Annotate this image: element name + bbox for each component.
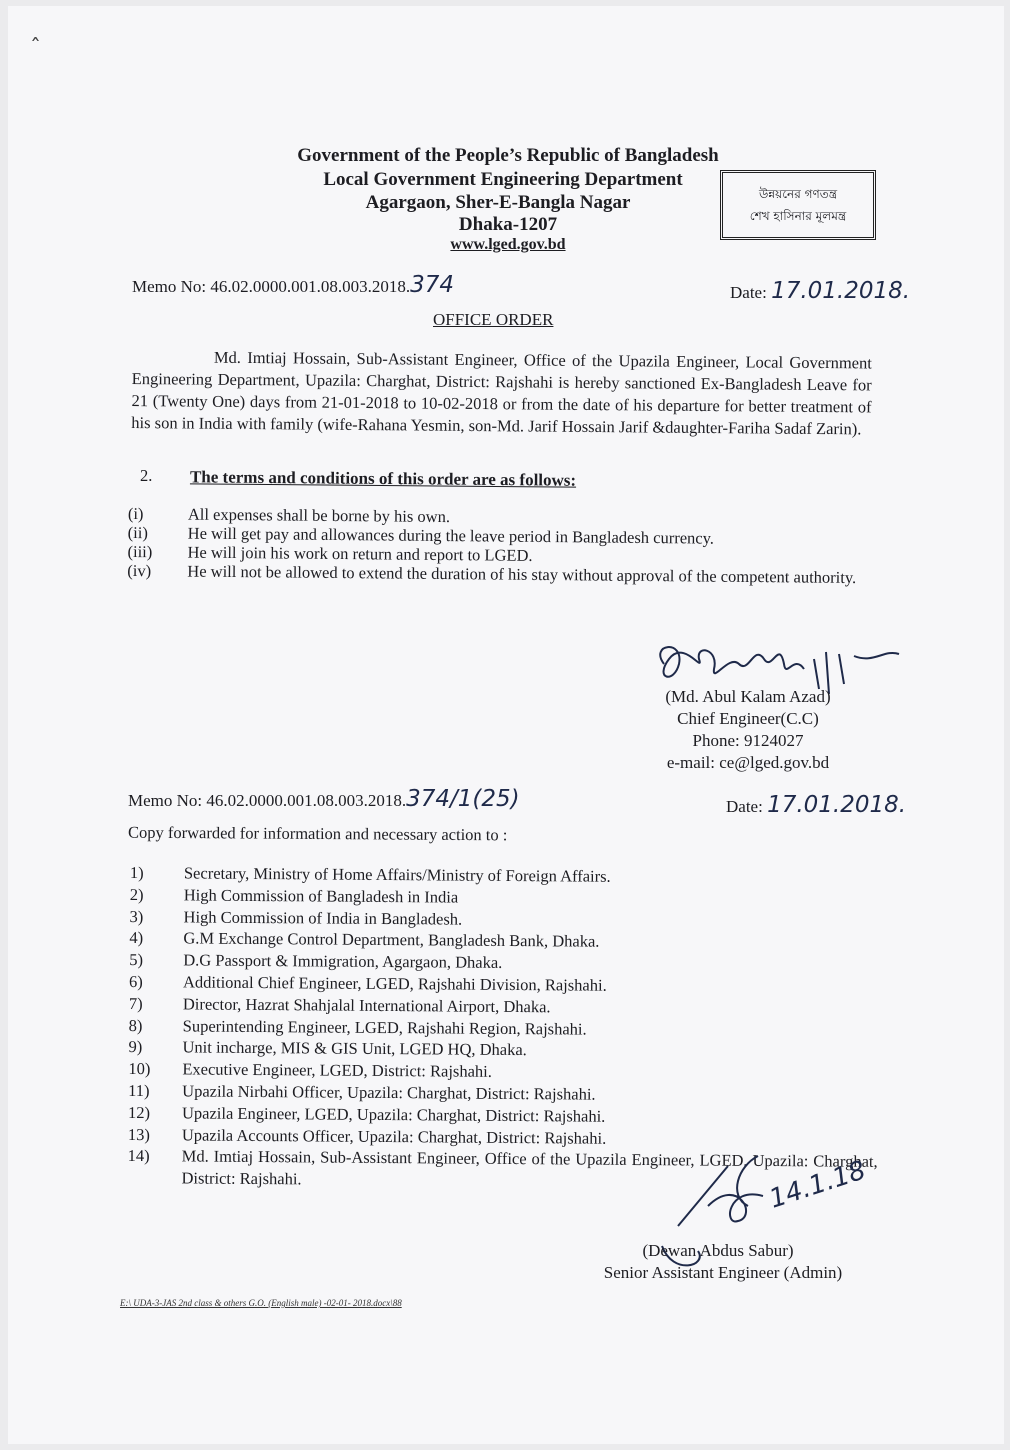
list-number: 12)	[127, 1102, 151, 1122]
list-number: 6)	[128, 971, 143, 992]
date-label: Date:	[730, 283, 767, 302]
list-text: Md. Imtiaj Hossain, Sub-Assistant Engineer, Office of the Upazila Engineer, LGED, Upazila: Charghat, District: Rajshahi.	[181, 1146, 878, 1189]
signatory-1-designation: Chief Engineer(C.C)	[677, 709, 819, 728]
list-text: D.G Passport & Immigration, Agargaon, Dhaka.	[183, 950, 503, 973]
date-handwritten: 17.01.2018.	[767, 792, 907, 818]
signatory-2-designation: Senior Assistant Engineer (Admin)	[603, 1263, 843, 1282]
list-number: 7)	[128, 993, 143, 1013]
memo-label: Memo No: 46.02.0000.001.08.003.2018.	[128, 791, 407, 810]
document-page	[8, 6, 1004, 1444]
corner-handwritten-mark: ˆ	[30, 36, 41, 61]
header-department: Local Government Engineering Department	[323, 169, 683, 190]
list-text: Director, Hazrat Shahjalal International Airport, Dhaka.	[182, 994, 551, 1017]
header-address: Agargaon, Sher-E-Bangla Nagar	[365, 192, 631, 213]
memo-handwritten-number: 374	[410, 272, 455, 298]
term-text: All expenses shall be borne by his own.	[187, 504, 451, 527]
list-number: 11)	[128, 1080, 150, 1101]
slogan-box	[720, 170, 876, 240]
term-text: He will join his work on return and report to LGED.	[187, 542, 533, 565]
list-text: Upazila Engineer, LGED, Upazila: Charghat, District: Rajshahi.	[181, 1103, 606, 1126]
term-number: (iii)	[127, 541, 153, 562]
order-body-paragraph: Md. Imtiaj Hossain, Sub-Assistant Engineer, Office of the Upazila Engineer, Local Government Engineering Department, Upazila: Charghat, District: Rajshahi is hereby sanctioned Ex-Bangladesh Leave for 21 (Twenty One) days from 21-01-2018 to 10-02-2018 or from the date of his departure for better treatment of his son in India with family (wife-Rahana Yesmin, son-Md. Jarif Hossain Jarif &daughter-Fariha Sadaf Zarin).	[131, 347, 872, 439]
slogan-line-1: উন্নয়নের গণতন্ত্র	[758, 187, 838, 201]
list-number: 9)	[128, 1037, 143, 1057]
list-text: Upazila Accounts Officer, Upazila: Charghat, District: Rajshahi.	[181, 1124, 607, 1148]
memo-handwritten-number: 374/1(25)	[406, 786, 520, 812]
memo-number-1	[132, 272, 454, 298]
date-label: Date:	[726, 797, 763, 816]
list-text: Executive Engineer, LGED, District: Rajshahi.	[182, 1059, 492, 1082]
footer-file-path: E:\ UDA-3-JAS 2nd class & others G.O. (English male) -02-01- 2018.docx\88	[120, 1298, 402, 1308]
list-text: G.M Exchange Control Department, Bangladesh Bank, Dhaka.	[183, 928, 600, 952]
terms-list	[127, 504, 874, 587]
signatory-2-name: (Dewan Abdus Sabur)	[642, 1241, 794, 1260]
term-number: (i)	[127, 504, 144, 524]
list-number: 13)	[127, 1124, 150, 1144]
memo-date-2	[726, 792, 906, 818]
list-number: 4)	[129, 928, 144, 948]
list-text: High Commission of India in Bangladesh.	[183, 907, 463, 929]
copy-forwarded-intro: Copy forwarded for information and necessary action to :	[127, 822, 508, 845]
memo-date-1	[730, 278, 910, 304]
list-number: 10)	[128, 1059, 151, 1079]
list-text: Upazila Nirbahi Officer, Upazila: Charghat, District: Rajshahi.	[182, 1081, 596, 1104]
signatory-1-name: (Md. Abul Kalam Azad)	[665, 687, 831, 706]
memo-label: Memo No: 46.02.0000.001.08.003.2018.	[132, 277, 411, 296]
list-number: 5)	[129, 950, 144, 970]
office-order-title: OFFICE ORDER	[433, 310, 554, 329]
date-handwritten: 17.01.2018.	[771, 278, 911, 304]
signatory-1-phone: Phone: 9124027	[692, 731, 804, 750]
memo-number-2	[128, 786, 520, 812]
list-text: Secretary, Ministry of Home Affairs/Ministry of Foreign Affairs.	[183, 863, 611, 886]
list-number: 2)	[129, 884, 144, 904]
slogan-line-2: শেখ হাসিনার মূলমন্ত্র	[749, 209, 847, 223]
list-number: 3)	[129, 906, 144, 926]
copy-recipients-list	[127, 862, 880, 1195]
list-number: 14)	[127, 1146, 150, 1166]
term-text: He will not be allowed to extend the duration of his stay without approval of the competent authority.	[187, 561, 857, 587]
list-text: Additional Chief Engineer, LGED, Rajshahi Division, Rajshahi.	[182, 972, 607, 995]
signatory-1-email[interactable]: e-mail: ce@lged.gov.bd	[666, 753, 830, 772]
header-website-link[interactable]: www.lged.gov.bd	[450, 236, 566, 253]
list-text: Superintending Engineer, LGED, Rajshahi Region, Rajshahi.	[182, 1015, 587, 1039]
list-number: 8)	[128, 1015, 143, 1035]
term-number: (ii)	[127, 522, 148, 543]
list-text: Unit incharge, MIS & GIS Unit, LGED HQ, Dhaka.	[182, 1037, 527, 1060]
signature-2-handwritten-date: 14.1.18	[765, 1155, 870, 1215]
section-title: The terms and conditions of this order are as follows:	[189, 467, 577, 490]
list-text: High Commission of Bangladesh in India	[183, 885, 459, 907]
section-number: 2.	[140, 466, 153, 485]
header-government: Government of the People’s Republic of Bangladesh	[297, 145, 719, 166]
list-number: 1)	[129, 862, 144, 883]
term-number: (iv)	[127, 560, 152, 581]
header-city: Dhaka-1207	[458, 214, 558, 235]
term-text: He will get pay and allowances during the leave period in Bangladesh currency.	[187, 523, 715, 548]
